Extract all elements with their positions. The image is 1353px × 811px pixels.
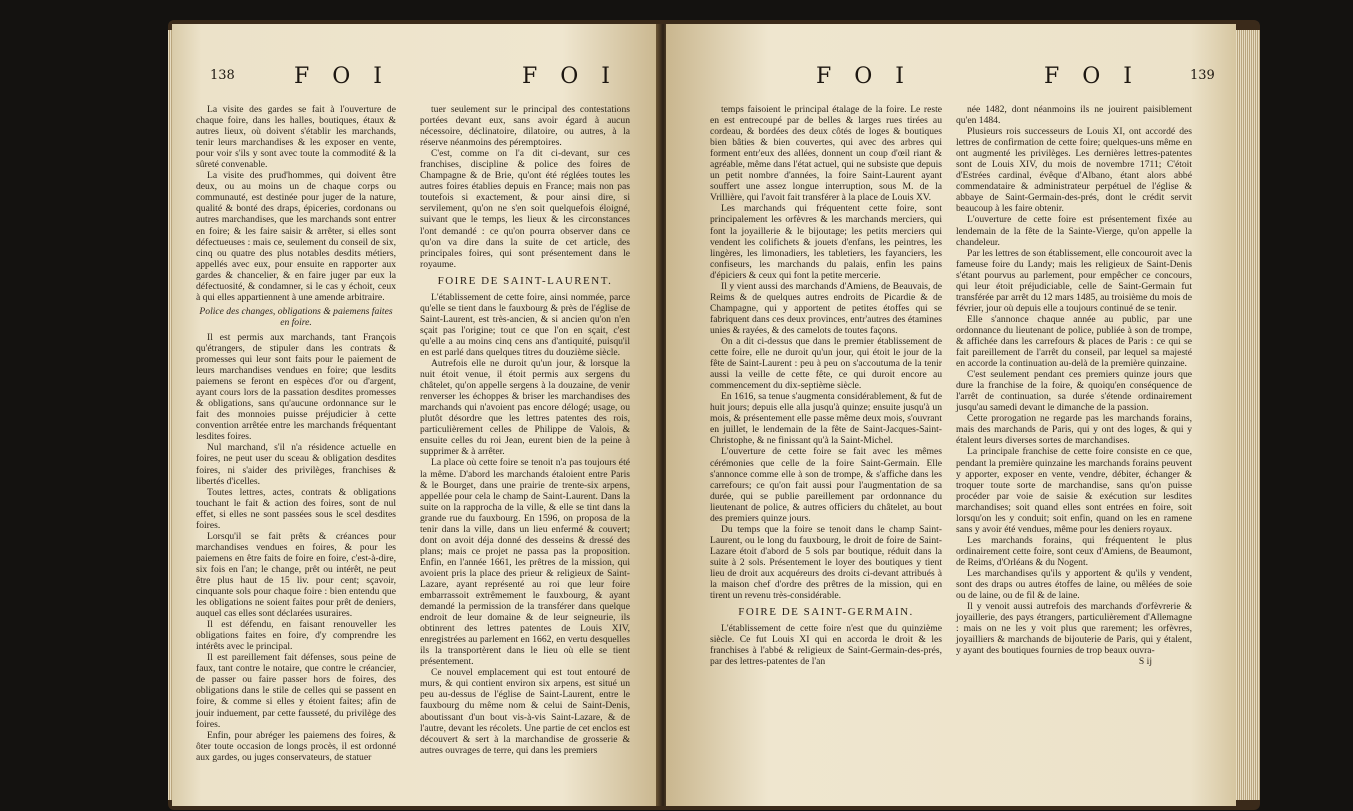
paragraph: Lorsqu'il se fait prêts & créances pour marchandises vendues en foires, & pour les paiemens en être faits de foire en foire, c'est-à-dire, six fois en l'an; le change, prêt ou intérêt, ne peut être plus haut de 15 liv. pour cent; sçavoir, cinquante sols pour chaque foire : bien entendu que les obligations ne soient faites pour prêt de deniers, auquel cas elles sont déclarées usuraires. — [196, 530, 396, 620]
section-heading: FOIRE DE SAINT-LAURENT. — [437, 274, 613, 287]
paragraph: Cette prorogation ne regarde pas les marchands forains, mais des marchands de Paris, qui y ont des loges, & qui y étalent leurs diverses sortes de marchandises. — [956, 413, 1192, 447]
paragraph: C'est, comme on l'a dit ci-devant, sur ces franchises, discipline & police des foires de Champagne & de Brie, qu'ont été réglées toutes les autres foires établies depuis en France; mais non pas toutefois si exactement, & pour ainsi dire, si servilement, qu'on ne s'en soit quelquefois éloigné, suivant que le temps, les lieux & les circonstances l'ont demandé : ce qu'on pourra observer dans ce qu'on va dire dans la suite de cet article, des principales foires, qui sont présentement dans le royaume. — [420, 148, 630, 270]
paragraph: Du temps que la foire se tenoit dans le champ Saint-Laurent, ou le long du fauxbourg, le droit de foire de Saint-Lazare étoit d'abord de 5 sols par boutique, réduit dans la suite à 2 sols. Présentement le loyer des boutiques y tient lieu de droit aux acquéreurs des droits ci-devant attribués à la maison chef d'ordre des prêtres de la mission, qui en tirent un revenu très-considérable. — [710, 523, 942, 602]
page-number-left: 138 — [210, 68, 235, 83]
paragraph: Il est défendu, en faisant renouveller les obligations faites en foire, d'y comprendre les intérêts avec le principal. — [196, 619, 396, 653]
paragraph: La principale franchise de cette foire consiste en ce que, pendant la première quinzaine les marchands forains peuvent y apporter, exposer en vente, vendre, débiter, échanger & troquer toute sorte de marchandise, sans qu'on puisse procéder par voie de saisie & exécution sur lesdites marchandises; soit quand elles sont entrées en foire, soit lorsqu'on les y conduit; soit enfin, quand on les en ramene sans y avoir été vendues, même pour les deniers royaux. — [956, 446, 1192, 535]
paragraph: L'établissement de cette foire, ainsi nommée, parce qu'elle se tient dans le fauxbourg & près de l'église de Saint-Laurent, est très-ancien, & si ancien qu'on n'en sçait pas l'origine; tout ce que l'on en sçait, c'est qu'elle a au moins cinq cens ans d'antiquité, puisqu'il en est parlé dans quelques titres du douzième siècle. — [420, 291, 630, 358]
running-head-left-col1: F O I — [294, 64, 390, 89]
left-page — [172, 24, 660, 806]
paragraph: Il y venoit aussi autrefois des marchands d'orfèvrerie & joyaillerie, des pays étrangers, particulièrement d'Allemagne : mais on ne les y voit plus que rarement; les orfèvres, joyailliers & marchands de bijouterie de Paris, qui y étalent, y ayant des boutiques fournies de trop beaux ouvra- — [956, 601, 1192, 657]
right-page-column-1 — [710, 104, 942, 667]
page-edges-right — [1236, 30, 1260, 800]
paragraph: L'ouverture de cette foire se fait avec les mêmes cérémonies que celle de la foire Saint-Germain. Elle s'annonce comme elle à son de trompe, & s'affiche dans les carrefours; ce qu'on fait aussi pour l'augmentation de sa durée, qui se publie pareillement par ordonnance du lieutenant de police, & autres officiers du châtelet, au bout des premiers quinze jours. — [710, 446, 942, 524]
right-page-column-2 — [956, 104, 1192, 667]
paragraph: tuer seulement sur le principal des contestations portées devant eux, sans avoir égard à aucun nécessoire, déclinatoire, dilatoire, ou autres, à la réserve néanmoins des péremptoires. — [420, 104, 630, 149]
paragraph: En 1616, sa tenue s'augmenta considérablement, & fut de huit jours; depuis elle alla jusqu'à quinze; ensuite jusqu'à un mois, & présentement elle passe même deux mois, s'ouvrant en juillet, le lendemain de la fête de Saint-Jacques-Saint-Christophe, & ne finissant qu'à la Saint-Michel. — [710, 391, 942, 447]
paragraph: Plusieurs rois successeurs de Louis XI, ont accordé des lettres de confirmation de cette foire; quelques-uns même en ont augmenté les privilèges. Les dernières lettres-patentes sont de Louis XIV, du mois de novembre 1711; C'étoit d'Estrées cardinal, évêque d'Albano, étant alors abbé commendataire & administrateur perpétuel de l'église & abbaye de Saint-Germain-des-prés, dont le crédit servit beaucoup à les faire obtenir. — [956, 126, 1192, 215]
running-head-right-col1: F O I — [816, 64, 912, 89]
paragraph: Ce nouvel emplacement qui est tout entouré de murs, & qui contient environ six arpens, est situé un peu au-dessus de l'église de Saint-Laurent, entre le fauxbourg du même nom & celui de Saint-Denis, aboutissant d'un bout vis-à-vis Saint-Lazare, & de l'autre, devant les récolets. Une partie de cet enclos est découvert & sert à la marchandise de grosserie & autres ouvrages de terre, qui dans les premiers — [420, 667, 630, 756]
paragraph: Les marchands forains, qui fréquentent le plus ordinairement cette foire, sont ceux d'Amiens, de Beaumont, de Reims, d'Orléans & du Nogent. — [956, 534, 1192, 568]
section-heading: FOIRE DE SAINT-GERMAIN. — [738, 606, 914, 619]
paragraph: Les marchands qui fréquentent cette foire, sont principalement les orfèvres & les marchands merciers, qui font la joyaillerie & le bijoutage; les petits merciers qui vendent les colifichets & jouets d'enfans, les peintres, les lingères, les limonadiers, les tabletiers, les fayanciers, les confiseurs, les marchands du palais, enfin les pains d'épiciers & ceux qui font la petite mercerie. — [710, 203, 942, 281]
left-page-column-1 — [196, 104, 396, 763]
paragraph: Enfin, pour abréger les paiemens des foires, & ôter toute occasion de longs procès, il est ordonné aux gardes, ou juges conservateurs, de statuer — [196, 729, 396, 763]
paragraph: Les marchandises qu'ils y apportent & qu'ils y vendent, sont des draps ou autres étoffes de laine, ou mêlées de soie ou de laine, ou de fil & de laine. — [956, 567, 1192, 602]
paragraph: Il y vient aussi des marchands d'Amiens, de Beauvais, de Reims & de quelques autres endroits de Picardie & de Champagne, qui y apportent de petites étoffes qui se fabriquent dans ces deux provinces, entr'autres des étamines unies & rayées, & des camelots de toutes façons. — [710, 280, 942, 336]
paragraph: temps faisoient le principal étalage de la foire. Le reste en est entrecoupé par de belles & larges rues tirées au cordeau, & bordées des deux côtés de loges & boutiques bien bâties & bien couvertes, qui avec des arbres qui forment entr'eux des allées, donnent un coup d'œil riant & agréable, même dans l'état actuel, qui ne subsiste que depuis un petit nombre d'années, la foire Saint-Laurent ayant souffert une assez longue interruption, sous M. de la Vrillière, qui l'avoit fait transférer à la place de Louis XV. — [710, 104, 942, 204]
paragraph: Il est permis aux marchands, tant François qu'étrangers, de stipuler dans les contrats & promesses qui leur sont faits pour le paiement de leurs marchandises vendues en foire; que lesdits paiemens se feront en espèces d'or ou d'argent, ayant cours lors de la passation desdites promesses & obligations, sans qu'aucune ordonnance sur le fait des monnoies puisse préjudicier à cette convention arrêtée entre les marchands fréquentant lesdites foires. — [196, 331, 396, 443]
signature-mark: S ij — [1138, 656, 1152, 668]
paragraph: Il est pareillement fait défenses, sous peine de faux, tant contre le notaire, que contre le créancier, de passer ou faire passer hors de foires, des obligations dans le stile de celles qui se passent en foire, & comme si elles y étoient faites; afin de jouir induement, par cette fausseté, du privilège des foires. — [196, 652, 396, 730]
paragraph: La visite des prud'hommes, qui doivent être deux, ou au moins un de chaque corps ou communauté, est destinée pour juger de la nature, qualité & bonté des draps, épiceries, cordonans ou autres marchandises, que les marchands sont entrer en foire; & les faire saisir & arrêter, si elles sont défectueuses : mais ce, seulement du conseil de six, cinq ou quatre des plus notables desdits métiers, appellés avec eux, pour ensuite en rapporter aux gardes & chancelier, & en faire juger par eux la défectuosité, & condamner, si le cas y échoit, ceux à qui elles appartiennent à une amende arbitraire. — [196, 170, 396, 303]
paragraph: La place où cette foire se tenoit n'a pas toujours été la même. D'abord les marchands étaloient entre Paris & le Bourget, dans une prairie de trente-six arpens, appellée pour cela le champ de Saint-Laurent. Dans la suite on la rapprocha de la ville, & elle se tint dans la grande rue du fauxbourg. En 1596, on proposa de la tenir dans la ville, dans un lieu enfermé & couvert; dont on avoit déja donné des desseins & dressé des plans; mais ce projet ne passa pas la proposition. Enfin, en l'année 1661, les prêtres de la mission, qui avoient pris la place des prieur & religieux de Saint-Lazare, ayant représenté au roi que leur foire embarrassoit extrêmement le fauxbourg, & ayant demandé la permission de la transférer dans quelque endroit de leur domaine & de leur seigneurie, ils obtinrent des lettres patentes de Louis XIV, enregistrées au parlement en 1662, en vertu desquelles ils la transportèrent dans le lieu où elle se tient présentement. — [420, 457, 630, 668]
paragraph: L'établissement de cette foire n'est que du quinzième siècle. Ce fut Louis XI qui en accorda le droit & les franchises à l'abbé & religieux de Saint-Germain-des-prés, par des lettres-patentes de l'an — [710, 623, 942, 668]
running-head-left-col2: F O I — [522, 64, 618, 89]
page-number-right: 139 — [1190, 68, 1215, 83]
paragraph: Toutes lettres, actes, contrats & obligations touchant le fait & action des foires, sont de nul effet, si elles ne sont passées sous le scel desdites foires. — [196, 486, 396, 531]
paragraph: La visite des gardes se fait à l'ouverture de chaque foire, dans les halles, boutiques, étaux & autres lieux, où doivent s'établir les marchands, tenir leurs marchandises & les exposer en vente, pour voir s'ils y sont avec toute la commodité & la sûreté convenable. — [196, 104, 396, 171]
right-page — [666, 24, 1236, 806]
paragraph: L'ouverture de cette foire est présentement fixée au lendemain de la fête de la Sainte-Vierge, qu'on appelle la chandeleur. — [956, 214, 1192, 248]
paragraph: Autrefois elle ne duroit qu'un jour, & lorsque la nuit étoit venue, il étoit permis aux sergens du châtelet, qu'on appelle sergens à la douzaine, de venir renverser les échoppes & briser les marchandises des marchands qui n'avoient pas encore délogé; usage, ou plutôt désordre que les lettres patentes des rois, particulièrement celles de Philippe de Valois, & ensuite celles du roi Jean, eurent bien de la peine à supprimer & à arrêter. — [420, 358, 630, 458]
subsection-heading: Police des changes, obligations & paiemens faites en foire. — [199, 305, 393, 328]
paragraph: On a dit ci-dessus que dans le premier établissement de cette foire, elle ne duroit qu'un jour, qui étoit le jour de la fête de Saint-Laurent : peu à peu on s'accoutuma de la tenir aussi la veille de cette fête, ce qui duroit encore au commencement du dix-septième siècle. — [710, 335, 942, 392]
paragraph: Par les lettres de son établissement, elle concouroit avec la fameuse foire du Landy; mais les religieux de Saint-Denis s'étant pourvus au parlement, pour empêcher ce concours, qui leur étoit préjudiciable, celle de Saint-Germain fut transférée par arrêt du 12 mars 1485, au troisième du mois de février, jour où depuis elle a toujours continué de se tenir. — [956, 247, 1192, 314]
running-head-right-col2: F O I — [1044, 64, 1140, 89]
paragraph: née 1482, dont néanmoins ils ne jouirent paisiblement qu'en 1484. — [956, 104, 1192, 127]
paragraph: Elle s'annonce chaque année au public, par une ordonnance du lieutenant de police, publiée à son de trompe, & affichée dans les carrefours & places de Paris : ce qui se fait pareillement de l'arrêt du conseil, par lequel sa majesté en accorde la continuation au-delà de la première quinzaine. — [956, 313, 1192, 370]
paragraph: C'est seulement pendant ces premiers quinze jours que dure la franchise de la foire, & quoiqu'en conséquence de l'arrêt de continuation, sa durée s'étende ordinairement jusqu'au samedi devant le dimanche de la passion. — [956, 369, 1192, 414]
paragraph: Nul marchand, s'il n'a résidence actuelle en foires, ne peut user du sceau & obligation desdites foires, ni s'aider des privilèges, franchises & libertés d'icelles. — [196, 442, 396, 487]
left-page-column-2 — [420, 104, 630, 756]
